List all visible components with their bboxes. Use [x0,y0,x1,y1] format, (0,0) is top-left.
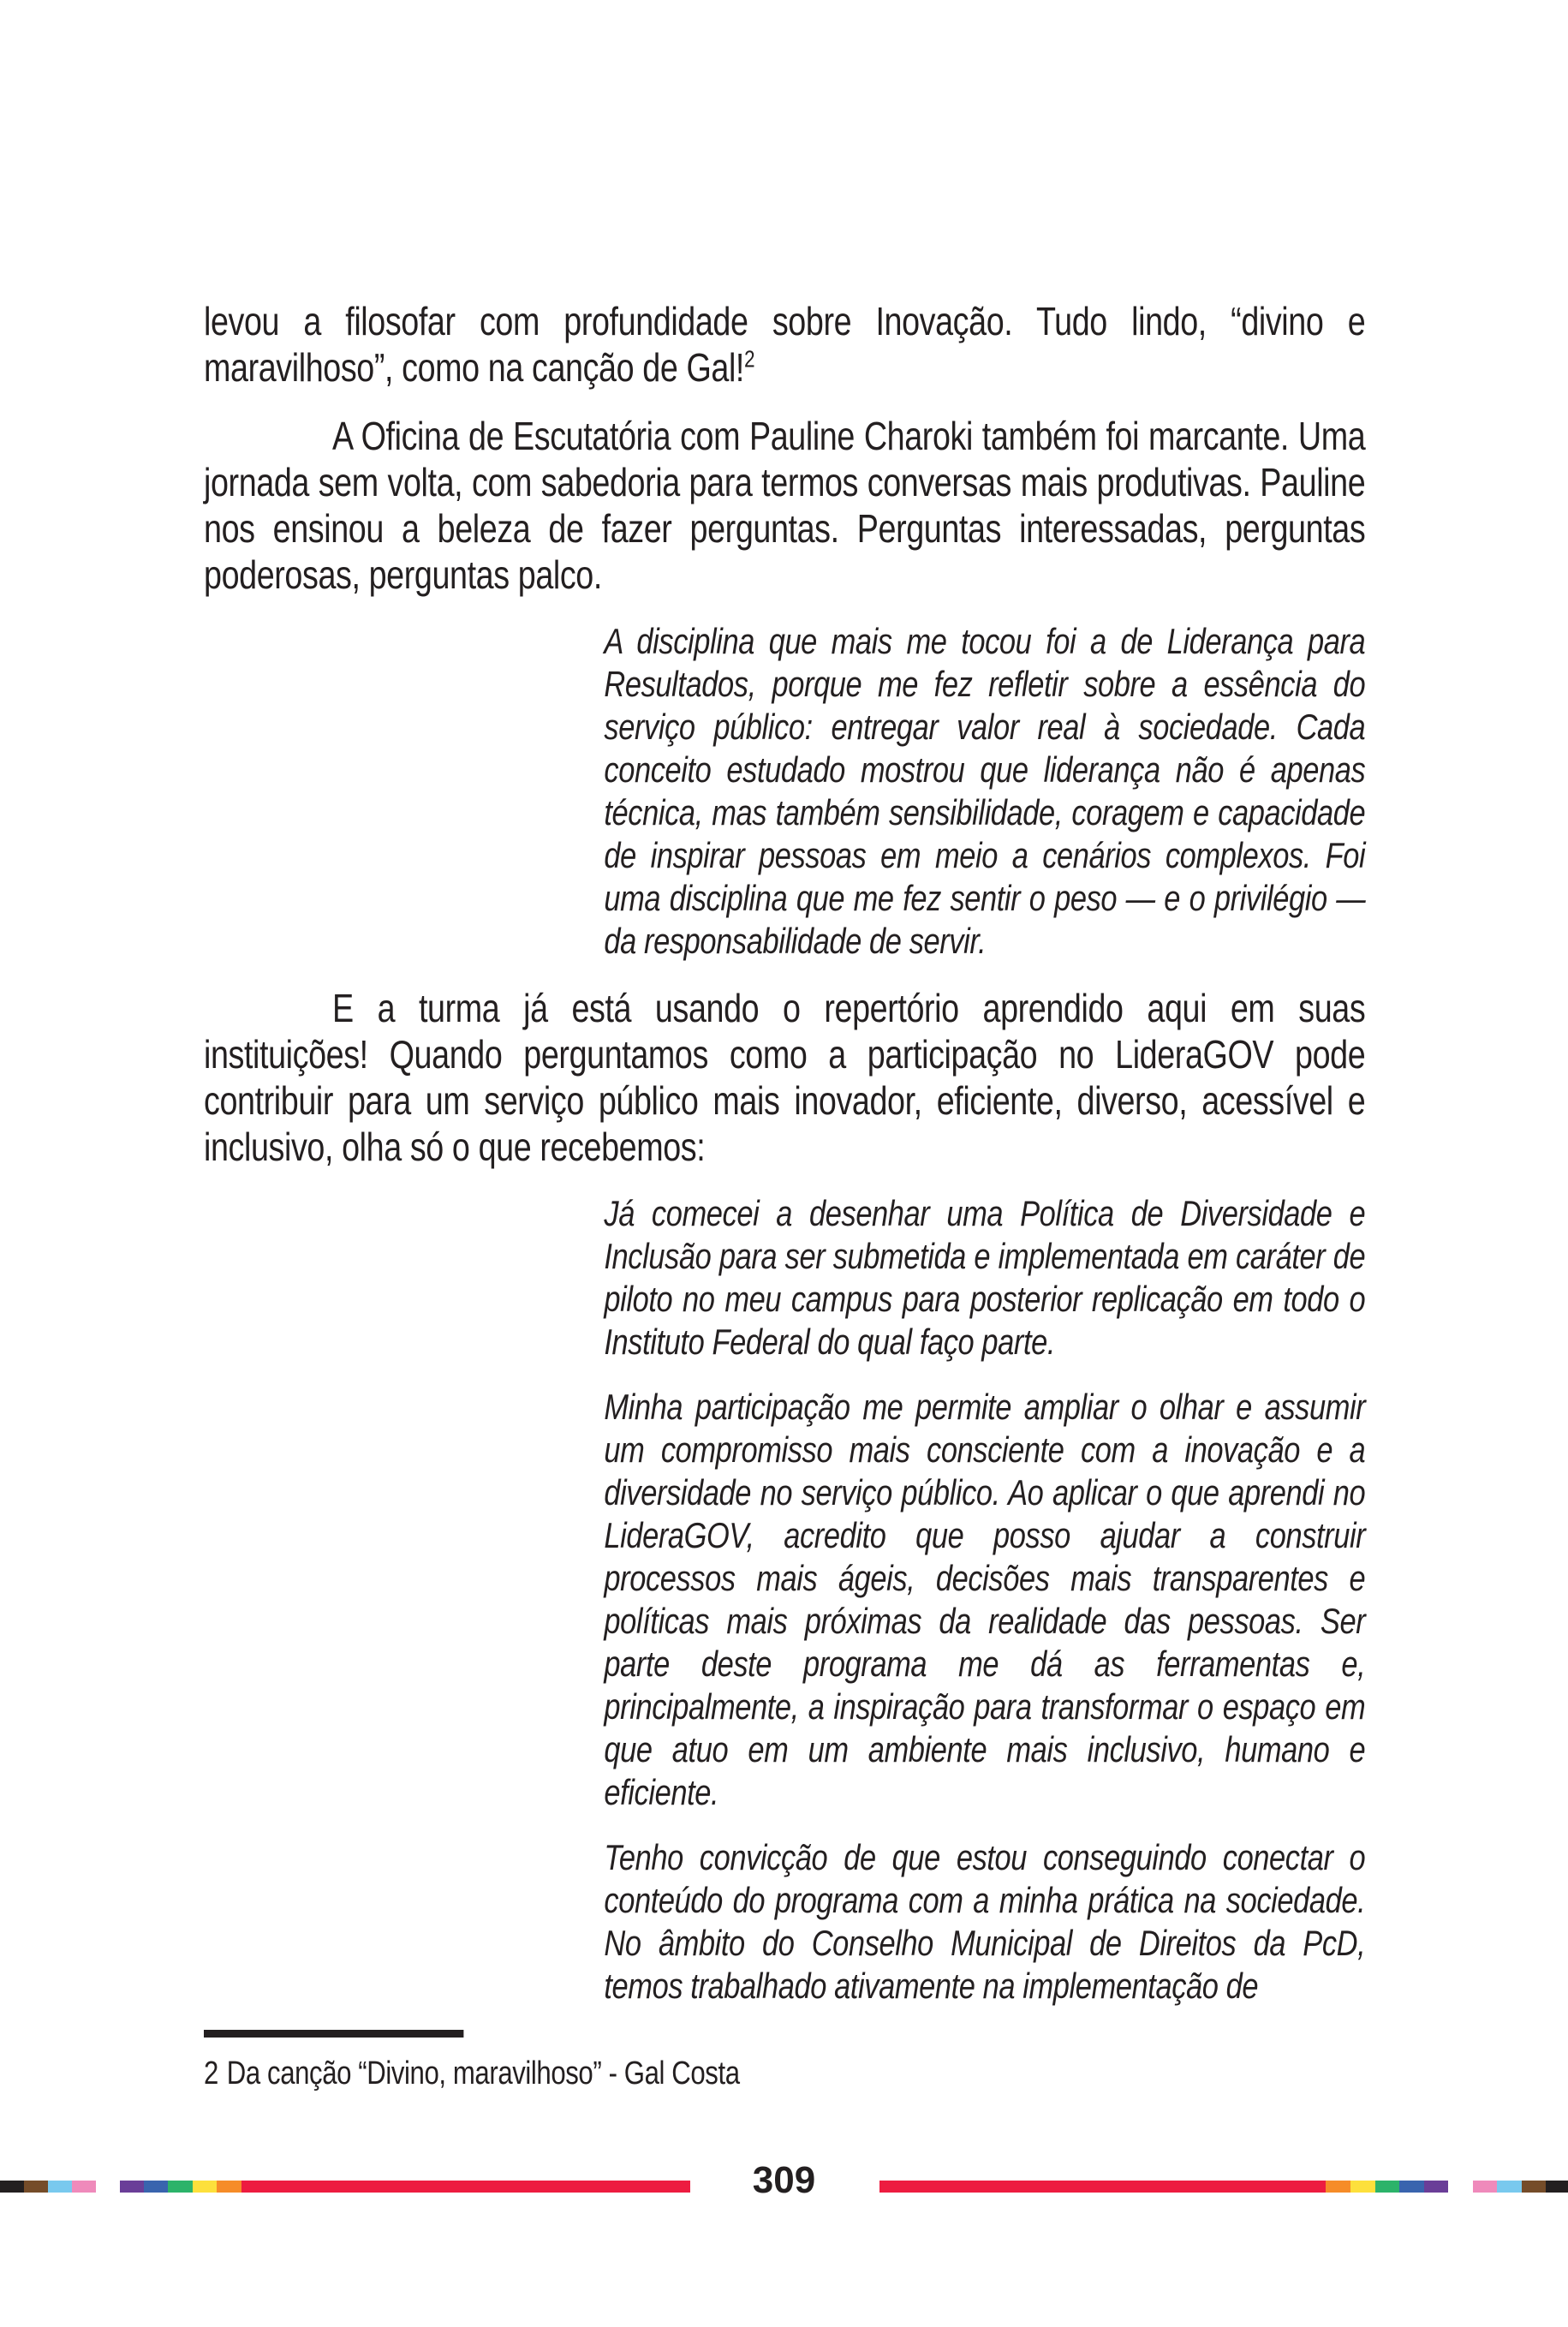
paragraph [204,298,1365,391]
red-flag-block [879,2181,1326,2193]
orange-flag-block [217,2181,241,2193]
footnote-reference: 2 [744,345,755,373]
page-number: 309 [752,2159,816,2201]
purple-flag-block [120,2181,144,2193]
footnote-divider [204,2030,463,2038]
light-blue-flag-block [1497,2181,1522,2193]
yellow-flag-block [1350,2181,1375,2193]
pink-flag-block [1473,2181,1497,2193]
red-flag-block [241,2181,690,2193]
pride-flag-strip-left [0,2181,690,2193]
blue-flag-block [144,2181,168,2193]
quote-paragraph: A disciplina que mais me tocou foi a de Liderança para Resultados, porque me fez refletir sobre a essência do serviço público: entregar valor real à sociedade. Cada conceito estudado mostrou que liderança não é apenas técnica, mas também sensibilidade, coragem e capacidade de inspirar pessoas em meio a cenários complexos. Foi uma disciplina que me fez sentir o peso — e o privilégio — da responsabilidade de servir. [604,621,1366,961]
paragraph: E a turma já está usando o repertório aprendido aqui em suas instituições! Quando perguntamos como a participação no LideraGOV pode contribuir para um serviço público mais inovador, eficiente, diverso, acessível e inclusivo, olha só o que recebemos: [204,986,1366,1169]
quote-paragraph: Minha participação me permite ampliar o olhar e assumir um compromisso mais consciente com a inovação e a diversidade no serviço público. Ao aplicar o que aprendi no LideraGOV, acredito que posso ajudar a construir processos mais ágeis, decisões mais transparentes e políticas mais próximas da realidade das pessoas. Ser parte deste programa me dá as ferramentas e, principalmente, a inspiração para transformar o espaço em que atuo em um ambiente mais inclusivo, humano e eficiente. [604,1387,1366,1812]
brown-flag-block [1522,2181,1546,2193]
brown-flag-block [24,2181,48,2193]
pink-flag-block [72,2181,96,2193]
black-flag-block [1546,2181,1568,2193]
quote-paragraph: Já comecei a desenhar uma Política de Diversidade e Inclusão para ser submetida e implementada em caráter de piloto no meu campus para posterior replicação em todo o Instituto Federal do qual faço parte. [604,1193,1366,1362]
pride-flag-strip-right [879,2181,1568,2193]
green-flag-block [168,2181,193,2193]
footnote-marker: 2 [204,2056,218,2091]
footnote-label: Da canção “Divino, maravilhoso” - Gal Costa [226,2056,740,2091]
yellow-flag-block [193,2181,217,2193]
footnote [204,2030,1365,2092]
paragraph-text: levou a filosofar com profundidade sobre Inovação. Tudo lindo, “divino e maravilhoso”, como na canção de Gal! [204,299,1366,390]
black-flag-block [0,2181,24,2193]
white-flag-block [1448,2181,1473,2193]
blue-flag-block [1399,2181,1424,2193]
quote-paragraph: Tenho convicção de que estou conseguindo conectar o conteúdo do programa com a minha prática na sociedade. No âmbito do Conselho Municipal de Direitos da PcD, temos trabalhado ativamente na implementação de [604,1837,1366,2006]
paragraph: A Oficina de Escutatória com Pauline Charoki também foi marcante. Uma jornada sem volta, com sabedoria para termos conversas mais produtivas. Pauline nos ensinou a beleza de fazer perguntas. Perguntas interessadas, perguntas poderosas, perguntas palco. [204,414,1366,597]
text-column [204,298,1365,2030]
purple-flag-block [1424,2181,1448,2193]
white-flag-block [96,2181,120,2193]
orange-flag-block [1326,2181,1350,2193]
light-blue-flag-block [48,2181,72,2193]
footnote-text [204,2055,1365,2092]
green-flag-block [1375,2181,1399,2193]
